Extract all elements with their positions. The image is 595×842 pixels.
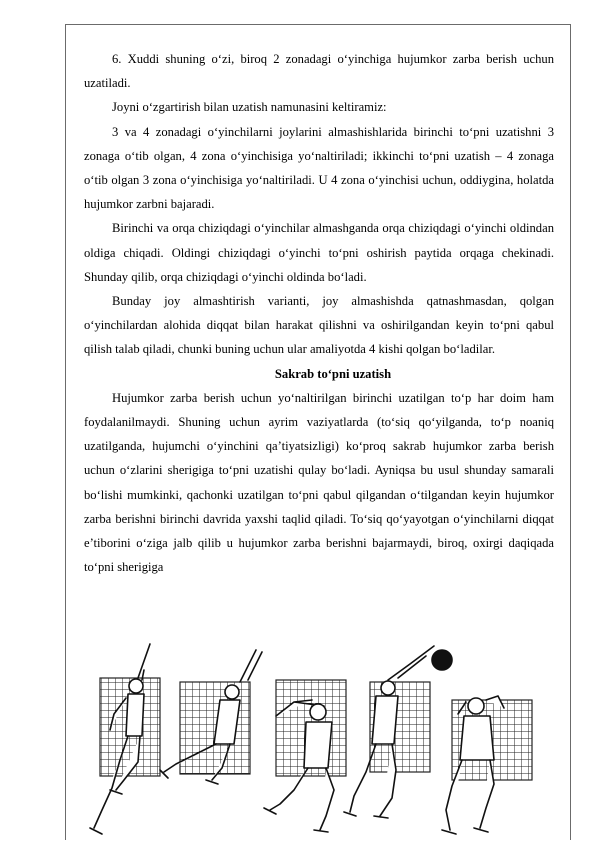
paragraph: 6. Xuddi shuning o‘zi, biroq 2 zonadagi o‘yinchiga hujumkor zarba berish uchun uzatiladi. xyxy=(84,52,554,91)
paragraph: Joyni o‘zgartirish bilan uzatish namunasini keltiramiz: xyxy=(112,100,387,115)
volleyball-drawing xyxy=(80,640,540,842)
paragraph: Birinchi va orqa chiziqdagi o‘yinchilar almashganda orqa chiziqdagi o‘yinchi oldindan oldiga chiqadi. Oldingi chiziqdagi o‘yinchi to‘pni oshirish paytida orqaga chekinadi. Shunday qilib, orqa chiziqdagi o‘yinchi oldinda bo‘ladi. xyxy=(84,221,554,284)
volleyball-illustration xyxy=(80,640,540,842)
document-body xyxy=(84,47,554,579)
net-panel xyxy=(180,682,250,774)
volleyball-ball xyxy=(432,650,452,670)
paragraph: Bunday joy almashtirish varianti, joy almashishda qatnashmasdan, qolgan o‘yinchilardan alohida diqqat bilan harakat qilishni va oshirilgandan keyin to‘pni qabul qilish talab qiladi, chunki buning uchun ular amaliyotda 4 kishi qolgan bo‘ladilar. xyxy=(84,294,554,357)
section-heading: Sakrab to‘pni uzatish xyxy=(274,366,392,381)
paragraph: Hujumkor zarba berish uchun yo‘naltirilgan birinchi uzatilgan to‘p har doim ham foydalanilmaydi. Shuning uchun ayrim vaziyatlarda (to‘siq qo‘yilganda, to‘p noaniq uzatilganda, hujumchi o‘yinchini qa’tiyatsizligi) ko‘proq sakrab hujumkor zarba berish uchun o‘zlarini sherigiga to‘pni uzatishi qulay bo‘ladi. Ayniqsa bu usul shunday samarali bo‘lishi mumkinki, qachonki uzatilgan to‘pni qabul qilgandan o‘tilgandan keyin hujumkor zarba berishni birinchi davrida yaxshi taqlid qiladi. To‘siq qo‘yayotgan o‘yinchilarni diqqat e’tiborini o‘ziga jalb qilib u hujumkor zarba berishni bajarmaydi, biroq, oxirgi daqiqada to‘pni sherigiga xyxy=(84,390,554,575)
paragraph: 3 va 4 zonadagi o‘yinchilarni joylarini almashishlarida birinchi to‘pni uzatishni 3 zonaga o‘tib olgan, 4 zona o‘yinchisiga yo‘naltiriladi; ikkinchi to‘pni uzatish – 4 zonaga o‘tib olgan 3 zona o‘yinchisiga yo‘naltiriladi. U 4 zona o‘yinchisi uchun, oddiygina, holatda hujumkor zarbni bajaradi. xyxy=(84,124,554,212)
